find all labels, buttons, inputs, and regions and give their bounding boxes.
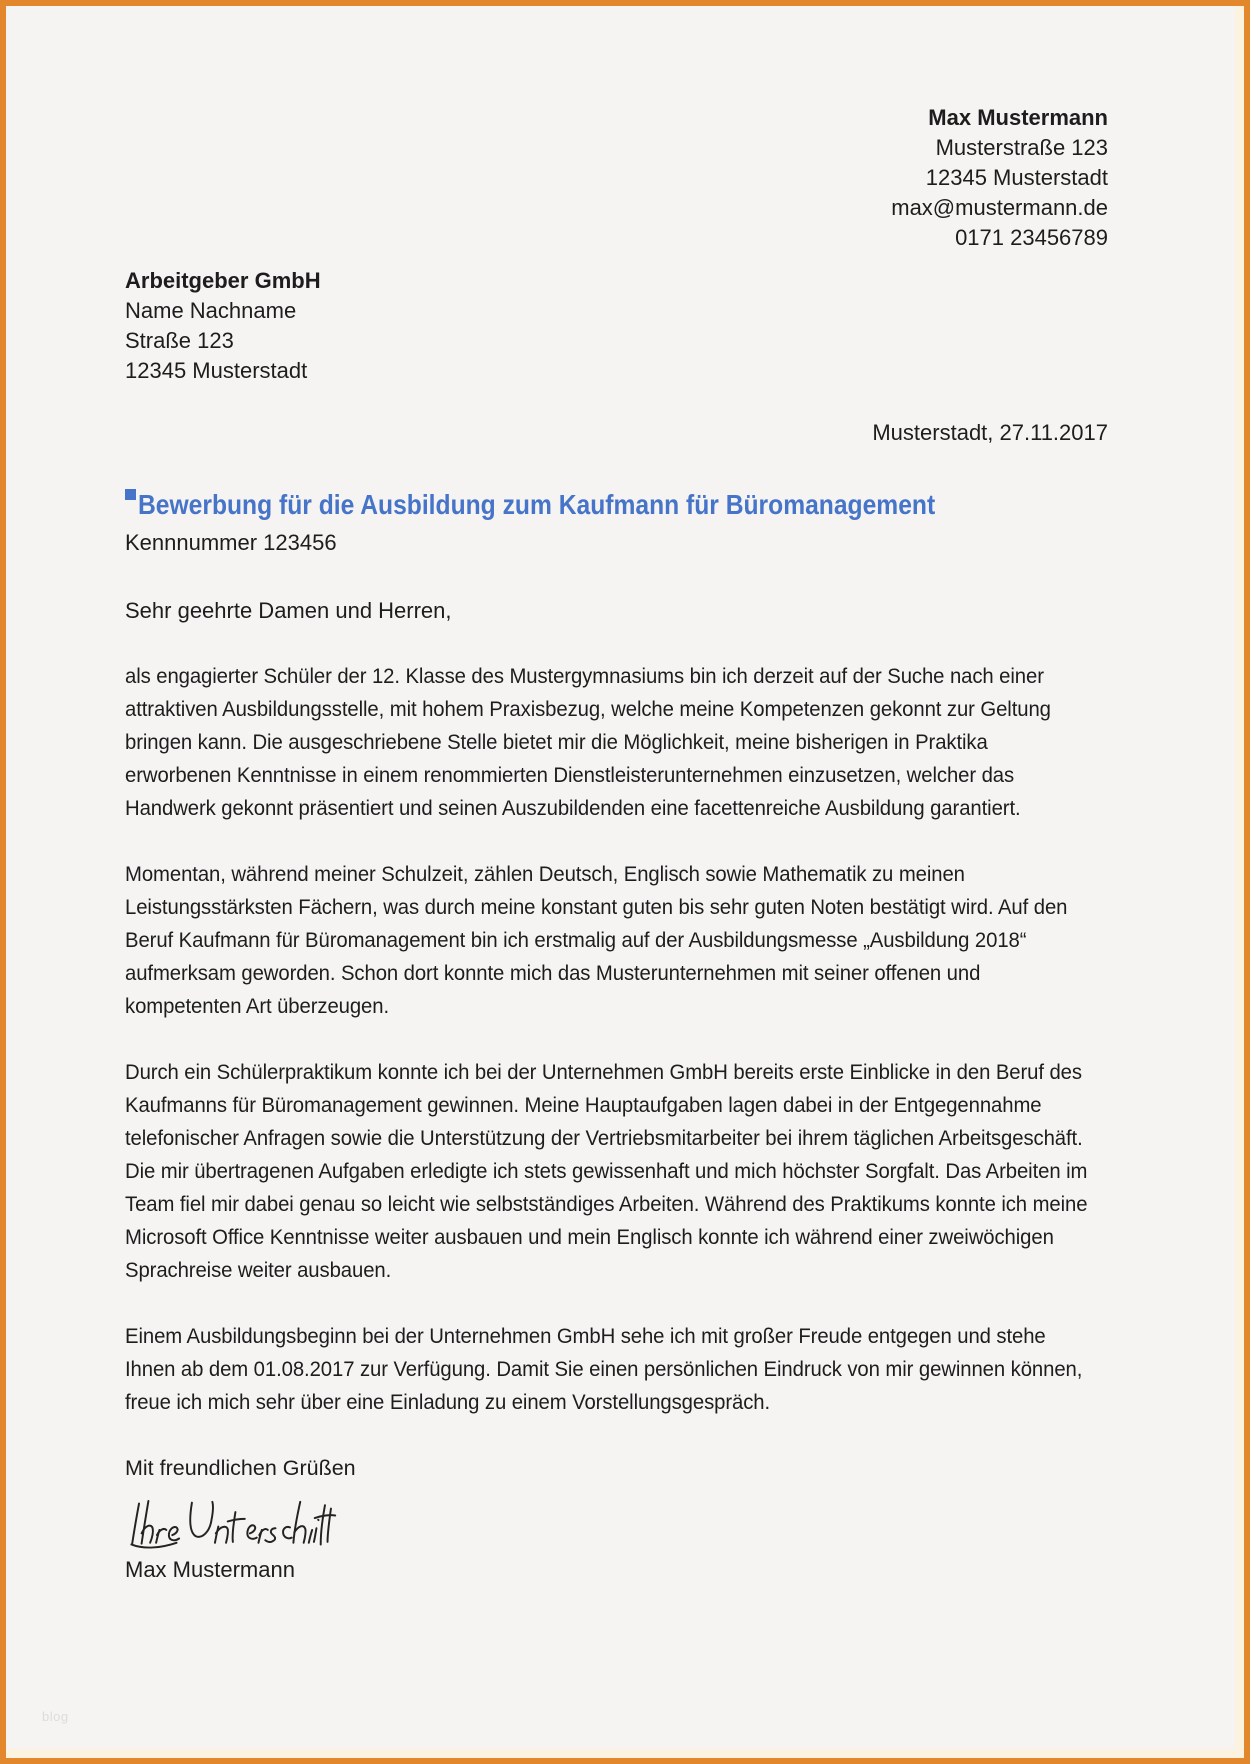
sender-address-lines: [125, 133, 1108, 253]
reference-number: Kennnummer 123456: [125, 530, 337, 555]
sender-address-line: 12345 Musterstadt: [925, 165, 1108, 190]
body-paragraph: Einem Ausbildungsbeginn bei der Unternehmen GmbH sehe ich mit großer Freude entgegen und stehe Ihnen ab dem 01.08.2017 zur Verfügung. Damit Sie einen persönlichen Eindruck von mir gewinnen können, freue ich mich sehr über eine Einladung zu einem Vorstellungsgespräch.: [125, 1324, 1083, 1414]
closing-regards: Mit freundlichen Grüßen: [125, 1456, 356, 1480]
heading-bullet-square-icon: [125, 489, 136, 500]
recipient-address-line: Straße 123: [125, 328, 234, 353]
salutation: Sehr geehrte Damen und Herren,: [125, 598, 452, 623]
recipient-address-lines: [125, 296, 1108, 386]
date-line: Musterstadt, 27.11.2017: [872, 420, 1108, 445]
letter-content: [6, 6, 1244, 1585]
watermark-text: blog: [42, 1709, 69, 1724]
recipient-company: Arbeitgeber GmbH: [125, 268, 321, 293]
body-paragraph: als engagierter Schüler der 12. Klasse des Mustergymnasiums bin ich derzeit auf der Suche nach einer attraktiven Ausbildungsstelle, mit hohem Praxisbezug, welche meine Kompetenzen gekonnt zur Geltung bringen kann. Die ausgeschriebene Stelle bietet mir die Möglichkeit, meine bisherigen in Praktika erworbenen Kenntnisse in einem renommierten Dienstleisterunternehmen einzusetzen, welcher das Handwerk gekonnt präsentiert und seinen Auszubildenden eine facettenreiche Ausbildung garantiert.: [125, 664, 1051, 820]
letter-body: [125, 660, 1098, 1419]
sender-address-line: 0171 23456789: [955, 225, 1108, 250]
sender-name: Max Mustermann: [928, 105, 1108, 130]
subject-row: [125, 488, 1108, 522]
recipient-address-line: Name Nachname: [125, 298, 297, 323]
recipient-address-block: [125, 266, 1108, 386]
handwritten-signature: [125, 1495, 339, 1553]
recipient-address-line: 12345 Musterstadt: [125, 358, 308, 383]
sender-address-line: max@mustermann.de: [891, 195, 1108, 220]
sender-address-block: [125, 103, 1108, 253]
subject-title: Bewerbung für die Ausbildung zum Kaufmann für Büromanagement: [138, 489, 936, 520]
body-paragraph: Momentan, während meiner Schulzeit, zählen Deutsch, Englisch sowie Mathematik zu meinen Leistungsstärksten Fächern, was durch meine konstant guten bis sehr guten Noten bestätigt wird. Auf den Beruf Kaufmann für Büromanagement bin ich erstmalig auf der Ausbildungsmesse „Ausbildung 2018“ aufmerksam geworden. Schon dort konnte mich das Musterunternehmen mit seiner offenen und kompetenten Art überzeugen.: [125, 862, 1068, 1018]
body-paragraph: Durch ein Schülerpraktikum konnte ich bei der Unternehmen GmbH bereits erste Einblicke in den Beruf des Kaufmanns für Büromanagement gewinnen. Meine Hauptaufgaben lagen dabei in der Entgegennahme telefonischer Anfragen sowie die Unterstützung der Vertriebsmitarbeiter bei ihrem täglichen Arbeitsgeschäft. Die mir übertragenen Aufgaben erledigte ich stets gewissenhaft und mich höchster Sorgfalt. Das Arbeiten im Team fiel mir dabei genau so leicht wie selbstständiges Arbeiten. Während des Praktikums konnte ich meine Microsoft Office Kenntnisse weiter ausbauen und mein Englisch konnte ich während einer zweiwöchigen Sprachreise weiter ausbauen.: [125, 1060, 1088, 1282]
signed-name: Max Mustermann: [125, 1557, 295, 1582]
sender-address-line: Musterstraße 123: [935, 135, 1108, 160]
